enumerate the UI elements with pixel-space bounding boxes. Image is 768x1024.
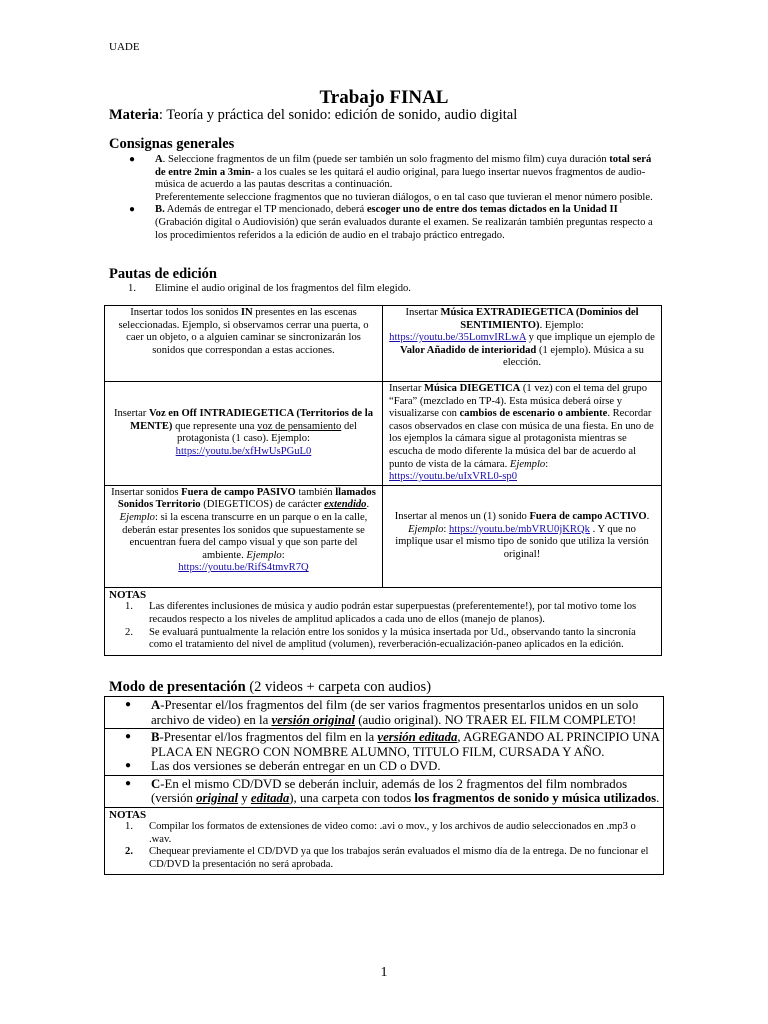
- bullet-icon: ●: [128, 154, 136, 165]
- consigna-b-letter: B.: [155, 204, 165, 216]
- cell-musica-extradiegetica: Insertar Música EXTRADIEGETICA (Dominios del SENTIMIENTO). Ejemplo: https://youtu.be/35LomvIRLwA y que implique un ejemplo de Valor Añadido de interioridad (1 ejemplo). Música a su elección.: [383, 306, 662, 382]
- consignas-heading: Consignas generales: [109, 136, 235, 152]
- consigna-b: ● B. Además de entregar el TP mencionado, deberá escoger uno de entre dos temas dictados en la Unidad II (Grabación digital o Audiovisión) que serán evaluados durante el examen. Se realizarán también preguntas respecto a los procedimientos referidos a la edición de audio en el trabajo práctico entregado.: [109, 204, 664, 242]
- link-diegetica[interactable]: https://youtu.be/uIxVRL0-sp0: [389, 471, 518, 483]
- link-extradiegetica[interactable]: https://youtu.be/35LomvIRLwA: [389, 332, 526, 344]
- presentacion-item-c: ● C-En el mismo CD/DVD se deberán incluir, además de los 2 fragmentos del film nombrados (versión original y editada), una carpeta con todos los fragmentos de sonido y música utilizados.: [105, 776, 663, 808]
- nota-item: 1. Las diferentes inclusiones de música y audio podrán estar superpuestas (preferentemente!), por tal motivo tome los recaudos respecto a los niveles de amplitud aplicados a cada uno de ellos (manejo de planos).: [125, 601, 637, 625]
- bullet-icon: ●: [124, 760, 132, 771]
- header-org: UADE: [109, 41, 140, 53]
- presentacion-item-b: ● B-Presentar el/los fragmentos del film en la versión editada, AGREGANDO AL PRINCIPIO UNA PLACA EN NEGRO CON NOMBRE ALUMNO, TITULO FILM, CURSADA Y AÑO. ● Las dos versiones se deberán entregar en un CD o DVD.: [105, 729, 663, 776]
- consigna-a-letter: A: [155, 154, 163, 165]
- presentacion-box: [104, 696, 664, 875]
- presentacion-heading: Modo de presentación (2 videos + carpeta con audios): [109, 679, 432, 695]
- link-fuera-de-campo-pasivo[interactable]: https://youtu.be/RifS4tmvR7Q: [178, 562, 309, 574]
- nota-item: 2. Chequear previamente el CD/DVD ya que los trabajos serán evaluados el mismo día de la entrega. De no funcionar el CD/DVD la presentación no será aprobada.: [125, 846, 649, 870]
- cell-musica-diegetica: Insertar Música DIEGETICA (1 vez) con el tema del grupo “Fara” (mezclado en TP-4). Esta música deberá oírse y visualizarse con cambios de escenario o ambiente. Recordar casos observados en clase con música de una fiesta. En uno de los ejemplos la cámara sigue al protagonista mientras se escucha de modo diferente la música del bar de acuerdo al punto de vista de la cámara. Ejemplo: https://youtu.be/uIxVRL0-sp0: [383, 382, 662, 486]
- bullet-icon: ●: [124, 731, 132, 742]
- materia-text: : Teoría y práctica del sonido: edición de sonido, audio digital: [158, 107, 518, 123]
- cell-voz-en-off: Insertar Voz en Off INTRADIEGETICA (Territorios de la MENTE) que represente una voz de pensamiento del protagonista (1 caso). Ejemplo: https://youtu.be/xfHwUsPGuL0: [105, 382, 383, 486]
- page-number: 1: [380, 965, 388, 980]
- notas-presentacion: NOTAS 1. Compilar los formatos de extensiones de video como: .avi o mov., y los archivos de audio seleccionados en .mp3 o .wav. 2. Chequear previamente el CD/DVD ya que los trabajos serán evaluados el mismo día de la entrega. De no funcionar el CD/DVD la presentación no será aprobada.: [105, 808, 663, 875]
- cell-sonidos-in: Insertar todos los sonidos IN presentes en las escenas seleccionadas. Ejemplo, si observamos cerrar una puerta, o caer un objeto, o a alguien caminar se sincronizarán los sonidos que correspondan a estas acciones.: [105, 306, 383, 382]
- nota-item: 2. Se evaluará puntualmente la relación entre los sonidos y la música insertada por Ud., observando tanto la sincronía como el tratamiento del nivel de amplitud (volumen), reverberación-ecualización-paneo aplicados en la edición.: [125, 626, 636, 651]
- link-fuera-de-campo-activo[interactable]: https://youtu.be/mbVRU0jKRQk: [448, 523, 590, 535]
- link-voz-en-off[interactable]: https://youtu.be/xfHwUsPGuL0: [175, 445, 312, 457]
- pautas-heading: Pautas de edición: [109, 266, 217, 282]
- bullet-icon: ●: [124, 699, 132, 710]
- pauta-item: 1. Elimine el audio original de los fragmentos del film elegido.: [128, 283, 411, 294]
- cell-fuera-de-campo-pasivo: Insertar sonidos Fuera de campo PASIVO también llamados Sonidos Territorio (DIEGETICOS) de carácter extendido. Ejemplo: si la escena transcurre en un parque o en la calle, deberán estar presentes los sonidos que supuestamente se encuentran fuera del campo visual y que son parte del ambiente. Ejemplo: https://youtu.be/RifS4tmvR7Q: [105, 485, 383, 587]
- bullet-icon: ●: [128, 204, 136, 216]
- pautas-list: [109, 283, 664, 296]
- bullet-icon: ●: [124, 777, 132, 789]
- cell-fuera-de-campo-activo: Insertar al menos un (1) sonido Fuera de campo ACTIVO. Ejemplo: https://youtu.be/mbVRU0jKRQk . Y que no implique usar el mismo tipo de sonido que utiliza la versión original!: [383, 485, 662, 587]
- presentacion-item-a: ● A-Presentar el/los fragmentos del film (de ser varios fragmentos presentarlos unidos en un solo archivo de video) en la versión original (audio original). NO TRAER EL FILM COMPLETO!: [105, 697, 663, 729]
- materia-line: [109, 107, 517, 124]
- nota-item: 1. Compilar los formatos de extensiones de video como: .avi o mov., y los archivos de audio seleccionados en .mp3 o .wav.: [125, 821, 636, 845]
- pautas-table: [104, 305, 662, 656]
- consignas-list: [109, 154, 664, 242]
- consigna-a: ● A. Seleccione fragmentos de un film (puede ser también un solo fragmento del mismo film) cuya duración total será de entre 2min a 3min- a los cuales se les quitará el audio original, para luego insertar nuevos fragmentos de audio-música de acuerdo a las pautas descritas a continuación. Preferentemente seleccione fragmentos que no tuvieran diálogos, o en tal caso que tuvieran el menor número posible.: [109, 154, 664, 204]
- page-title: Trabajo FINAL: [319, 87, 449, 108]
- notas-edicion: NOTAS 1. Las diferentes inclusiones de música y audio podrán estar superpuestas (preferentemente!), por tal motivo tome los recaudos respecto a los niveles de amplitud aplicados a cada uno de ellos (manejo de planos). 2. Se evaluará puntualmente la relación entre los sonidos y la música insertada por Ud., observando tanto la sincronía como el tratamiento del nivel de amplitud (volumen), reverberación-ecualización-paneo aplicados en la edición.: [105, 587, 662, 655]
- materia-label: Materia: [109, 107, 159, 123]
